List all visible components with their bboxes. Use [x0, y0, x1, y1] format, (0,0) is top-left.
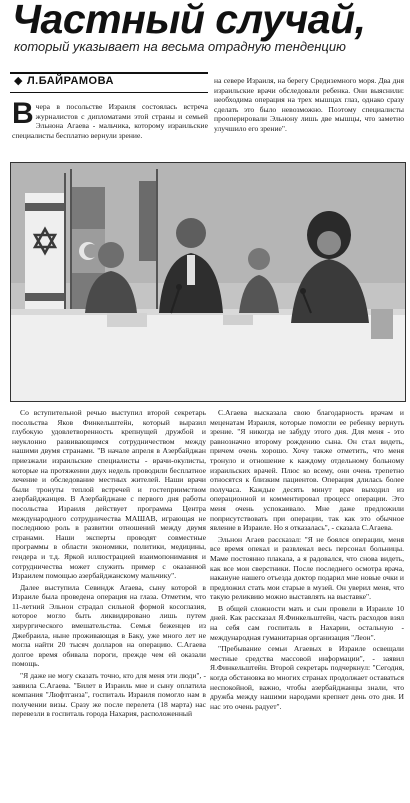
diamond-icon: ◆	[14, 75, 23, 87]
photo-illustration	[11, 163, 405, 401]
author-name: Л.БАЙРАМОВА	[26, 75, 114, 87]
article-column-left	[12, 408, 206, 721]
drop-cap: В	[12, 97, 34, 130]
paragraph: С.Агаева высказала свою благодарность врачам и меценатам Израиля, которые помогли ее ребенку вернуть зрение. "Я никогда не забуду этого дня. Для меня - это равнозначно второму рождению сына. Он стал видеть, причем очень хорошо. Хочу также отметить, что меня тронуло и отношение к каждому отдельному больному израильских врачей. Плюс ко всему, они очень трепетно относятся к близким пациентов. Операция длилась более получаса. Каждые десять минут врач выходил из операционной и комментировал процесс операции. Это меня очень успокаивало. Мне даже предложили поприсутствовать при операции, так как это обычное явление в Израиле. Но я отказалась", - сказала С.Агаева.	[210, 408, 404, 533]
subheadline: который указывает на весьма отрадную тенденцию	[14, 39, 346, 54]
paragraph: Эльнон Агаев рассказал: "Я не боялся операции, меня все время опекал и развлекал весь персонал больницы. Маме постоянно плакала, а я радовался, что снова видеть, как все мои сверстники. После последнего осмотра врача, накануне нашего отъезда доктор подарил мне новые очки и предложил стать мои старые в музей. Он уверил меня, что такую реликвию можно выставлять на выставке".	[210, 534, 404, 602]
article-column-right	[210, 408, 404, 713]
press-conference-photo	[10, 162, 406, 402]
lead-continuation: на севере Израиля, на берегу Средиземного моря. Два дня израильские врачи обследовали ребенка. Они выяснили: необходима операция на трех мышцах глаз, однако сразу сделать это было невозможно. Поэтому специалисты прооперировали Эльнону лишь две мышцы, что заметно улучшило его зрение".	[214, 76, 404, 133]
paragraph: "Пребывание семьи Агаевых в Израиле освещали местные средства массовой информации", - заявил Я.Финкельштейн. Второй секретарь подчеркнул: "Сегодня, когда обстановка во многих странах продолжает оставаться неспокойной, важно, чтобы азербайджанцы знали, что дружба между нашими народами крепнет день ото дня. И нас это очень радует".	[210, 644, 404, 711]
byline	[14, 74, 114, 87]
paragraph: В общей сложности мать и сын провели в Израиле 10 дней. Как рассказал Я.Финкельштейн, часть расходов взял на себя сам госпиталь в Нахарии, остальную - международная гуманитарная организация "Леон".	[210, 603, 404, 642]
paragraph: Далее выступила Севиндж Агаева, сыну которой в Израиле была проведена операция на глаза. Отметим, что 11-летний Эльнон страдал сильной формой косоглазия, которое могло быть ликвидировано лишь путем хирургического вмешательства. Семья беженцев из Джебраила, ныне проживающая в Баку, уже много лет не могла найти 20 тысяч долларов на операцию. С.Агаева долгое время обивала пороги, прежде чем ей оказали помощь.	[12, 582, 206, 669]
paragraph: "Я даже не могу сказать точно, кто для меня эти люди", - заявила С.Агаева. "Билет в Израиль мне и сыну оплатила компания "Люфтганза", госпиталь Израиля помогло нам в получении визы. Сразу же после перелета (18 марта) нас перевезли в госпиталь города Нахария, расположенный	[12, 671, 206, 719]
lead-paragraph	[12, 97, 208, 140]
lead-text: чера в посольстве Израиля состоялась встреча журналистов с дипломатами этой страны и семьей Эльнона Агаева - мальчика, которому израильские специалисты бесплатно вернули зрение.	[12, 102, 208, 140]
headline: Частный случай,	[12, 0, 366, 42]
paragraph: Со вступительной речью выступил второй секретарь посольства Яков Финкельштейн, который выразил глубокую удовлетворенность крепнущей дружбой и неуклонно развивающимся сотрудничеством между нашими двумя странами. "В начале апреля в Азербайджан приезжали израильские специалисты - врачи-окулисты, которые на протяжении двух недель проводили бесплатное лечение и обследование местных жителей. Наши врачи были тронуты теплой встречей и гостеприимством азербайджанцев. В Азербайджане с первого дня работы посольства Израиля действует программа Центра международного сотрудничества МАШАВ, играющая не последнюю роль в развитии отношений между двумя странами. Наши эксперты проводят совместные программы в области экономики, политики, медицины, гендера и т.д. Яркой иллюстрацией взаимопонимания и сотрудничества может служить пример с оказанной Израилем помощью азербайджанскому мальчику".	[12, 408, 206, 581]
newspaper-clipping	[4, 2, 406, 800]
